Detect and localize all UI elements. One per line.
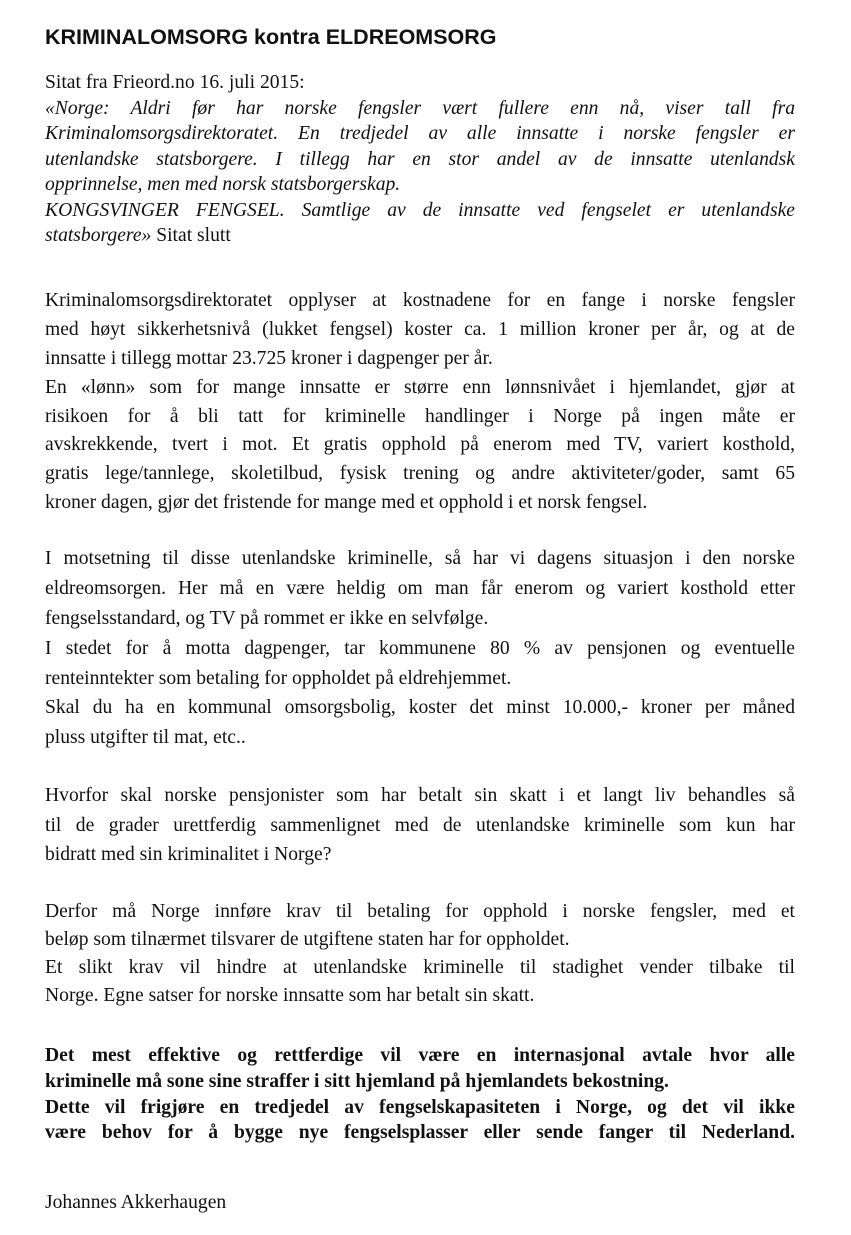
quote-text: [45, 96, 795, 248]
quote-line: Kriminalomsorgsdirektoratet. En tredjedel av alle innsatte i norske fengsler er: [45, 123, 795, 145]
quote-intro: Sitat fra Frieord.no 16. juli 2015:: [45, 72, 305, 93]
author-signature: [45, 1190, 795, 1216]
quote-line: opprinnelse, men med norsk statsborgerskap.: [45, 174, 401, 196]
paragraph-2: [45, 546, 795, 755]
paragraph-line: til de grader urettferdig sammenlignet med de utenlandske kriminelle som kun har: [45, 814, 795, 836]
quote-last-line: [45, 223, 795, 248]
author-name: Johannes Akkerhaugen: [45, 1192, 227, 1213]
paragraph-line: bidratt med sin kriminalitet i Norge?: [45, 844, 332, 866]
paragraph-line: I stedet for å motta dagpenger, tar kommunene 80 % av pensjonen og eventuelle: [45, 637, 795, 659]
paragraph-line: være behov for å bygge nye fengselsplasser eller sende fanger til Nederland.: [45, 1122, 795, 1144]
paragraph-line: gratis lege/tannlege, skoletilbud, fysisk trening og andre aktiviteter/goder, samt 65: [45, 463, 795, 485]
paragraph-line: avskrekkende, tvert i mot. Et gratis opphold på enerom med TV, variert kosthold,: [45, 434, 795, 456]
document-title: KRIMINALOMSORG kontra ELDREOMSORG: [45, 25, 497, 49]
conclusion-paragraph: [45, 1043, 795, 1146]
paragraph-4: [45, 899, 795, 1011]
paragraph-line: Det mest effektive og rettferdige vil være en internasjonal avtale hvor alle: [45, 1045, 795, 1066]
paragraph-3: [45, 783, 795, 872]
paragraph-line: kroner dagen, gjør det fristende for mange med et opphold i et norsk fengsel.: [45, 492, 648, 514]
quote-line: utenlandske statsborgere. I tillegg har en stor andel av de innsatte utenlandsk: [45, 148, 795, 170]
quote-last-italic: statsborgere»: [45, 224, 152, 246]
paragraph-line: risikoen for å bli tatt for kriminelle handlinger i Norge på ingen måte er: [45, 405, 795, 427]
quote-line: «Norge: Aldri før har norske fengsler vært fullere enn nå, viser tall fra: [45, 98, 795, 119]
paragraph-line: beløp som tilnærmet tilsvarer de utgiftene staten har for oppholdet.: [45, 929, 570, 950]
paragraph-line: Et slikt krav vil hindre at utenlandske kriminelle til stadighet vender tilbake til: [45, 957, 795, 978]
paragraph-line: Norge. Egne satser for norske innsatte som har betalt sin skatt.: [45, 985, 535, 1006]
quote-line: KONGSVINGER FENGSEL. Samtlige av de innsatte ved fengselet er utenlandske: [45, 199, 795, 221]
paragraph-line: Hvorfor skal norske pensjonister som har betalt sin skatt i et langt liv behandles så: [45, 785, 795, 806]
quote-end: Sitat slutt: [151, 224, 231, 246]
paragraph-line: Derfor må Norge innføre krav til betaling for opphold i norske fengsler, med et: [45, 901, 795, 922]
paragraph-line: innsatte i tillegg mottar 23.725 kroner i dagpenger per år.: [45, 347, 493, 369]
paragraph-line: eldreomsorgen. Her må en være heldig om man får enerom og variert kosthold etter: [45, 577, 795, 599]
paragraph-1: [45, 288, 795, 519]
paragraph-line: I motsetning til disse utenlandske kriminelle, så har vi dagens situasjon i den norske: [45, 548, 795, 569]
paragraph-line: kriminelle må sone sine straffer i sitt hjemland på hjemlandets bekostning.: [45, 1070, 669, 1092]
paragraph-line: En «lønn» som for mange innsatte er større enn lønnsnivået i hjemlandet, gjør at: [45, 376, 795, 398]
paragraph-line: Dette vil frigjøre en tredjedel av fengselskapasiteten i Norge, og det vil ikke: [45, 1096, 795, 1118]
paragraph-line: Kriminalomsorgsdirektoratet opplyser at kostnadene for en fange i norske fengsler: [45, 290, 795, 311]
quote-block: [45, 70, 795, 248]
paragraph-line: fengselsstandard, og TV på rommet er ikke en selvfølge.: [45, 607, 489, 629]
paragraph-line: pluss utgifter til mat, etc..: [45, 727, 246, 749]
paragraph-line: renteinntekter som betaling for oppholdet på eldrehjemmet.: [45, 667, 512, 689]
paragraph-line: med høyt sikkerhetsnivå (lukket fengsel) koster ca. 1 million kroner per år, og at de: [45, 318, 795, 340]
paragraph-line: Skal du ha en kommunal omsorgsbolig, koster det minst 10.000,- kroner per måned: [45, 697, 795, 719]
